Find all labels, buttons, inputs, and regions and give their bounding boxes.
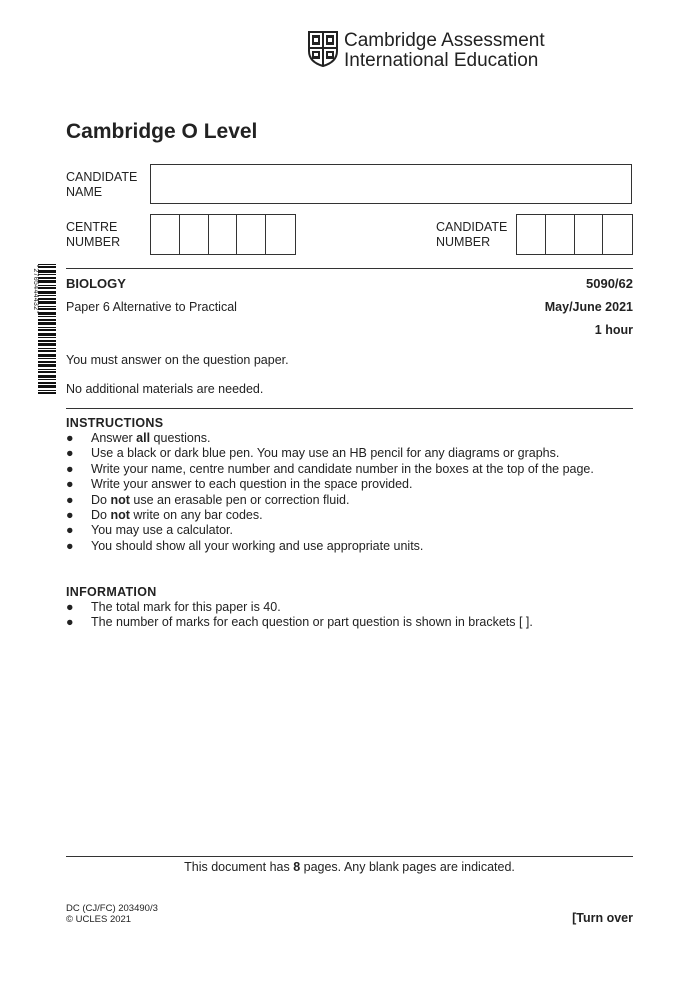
instructions-list: [66, 431, 594, 554]
candidate-name-label: [66, 170, 137, 200]
centre-number-cell[interactable]: [209, 215, 238, 254]
subject: BIOLOGY: [66, 276, 126, 291]
exam-duration: 1 hour: [594, 323, 633, 337]
centre-number-cell[interactable]: [180, 215, 209, 254]
copyright: © UCLES 2021: [66, 914, 132, 925]
candidate-number-label-line1: CANDIDATE: [436, 220, 508, 234]
note-no-materials: No additional materials are needed.: [66, 382, 264, 396]
syllabus-code: 5090/62: [586, 276, 633, 291]
instructions-heading: INSTRUCTIONS: [66, 416, 164, 430]
candidate-number-label-line2: NUMBER: [436, 235, 491, 249]
instruction-item: ● Do not write on any bar codes.: [66, 508, 263, 523]
candidate-name-box[interactable]: [150, 164, 632, 204]
crest-icon: [308, 31, 338, 67]
instruction-item: ● Write your answer to each question in the space provided.: [66, 477, 413, 492]
candidate-number-label: [436, 220, 507, 250]
candidate-number-cell[interactable]: [517, 215, 546, 254]
centre-number-boxes[interactable]: [150, 214, 296, 255]
candidate-number-cell[interactable]: [575, 215, 604, 254]
instruction-item: ● Write your name, centre number and candidate number in the boxes at the top of the page.: [66, 461, 594, 476]
candidate-number-boxes[interactable]: [516, 214, 633, 255]
information-heading: INFORMATION: [66, 585, 157, 599]
page-count-note: This document has 8 pages. Any blank pages are indicated.: [184, 860, 515, 874]
instruction-item: ● Answer all questions.: [66, 431, 211, 445]
qualification-title: Cambridge O Level: [66, 120, 258, 143]
candidate-number-cell[interactable]: [546, 215, 575, 254]
instruction-item: ● You should show all your working and use appropriate units.: [66, 538, 424, 553]
cambridge-logo: [308, 30, 545, 71]
turn-over: [Turn over: [572, 911, 633, 925]
information-item: ● The total mark for this paper is 40.: [66, 600, 281, 614]
instruction-item: ● Do not use an erasable pen or correction fluid.: [66, 492, 350, 507]
centre-number-label-line1: CENTRE: [66, 220, 118, 234]
candidate-name-label-line1: CANDIDATE: [66, 170, 138, 184]
logo-line-1: Cambridge Assessment: [344, 30, 545, 51]
instruction-item: ● You may use a calculator.: [66, 523, 233, 538]
information-item: ● The number of marks for each question or part question is shown in brackets [ ].: [66, 615, 533, 630]
instruction-item: ● Use a black or dark blue pen. You may use an HB pencil for any diagrams or graphs.: [66, 446, 560, 461]
footer-divider: [66, 856, 633, 857]
candidate-number-cell[interactable]: [603, 215, 632, 254]
centre-number-cell[interactable]: [151, 215, 180, 254]
document-reference: DC (CJ/FC) 203490/3: [66, 903, 158, 914]
note-answer-on-paper: You must answer on the question paper.: [66, 353, 289, 367]
centre-number-cell[interactable]: [266, 215, 295, 254]
exam-session: May/June 2021: [544, 300, 633, 314]
centre-number-label: [66, 220, 120, 250]
barcode-text: *2705444432*: [31, 264, 39, 315]
candidate-name-label-line2: NAME: [66, 185, 103, 199]
divider: [66, 268, 633, 269]
logo-line-2: International Education: [344, 50, 539, 71]
centre-number-cell[interactable]: [237, 215, 266, 254]
barcode: [28, 264, 56, 396]
divider: [66, 408, 633, 409]
centre-number-label-line2: NUMBER: [66, 235, 121, 249]
paper-title: Paper 6 Alternative to Practical: [66, 300, 237, 314]
information-list: [66, 600, 533, 631]
